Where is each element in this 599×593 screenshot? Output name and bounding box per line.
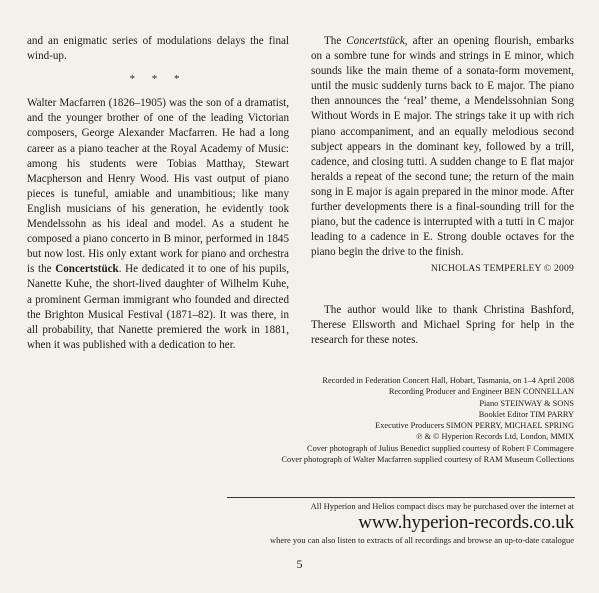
credit-line: Recorded in Federation Concert Hall, Hobart, Tasmania, on 1–4 April 2008 (322, 376, 574, 385)
credit-line: Cover photograph of Julius Benedict supplied courtesy of Robert F Commagere (307, 443, 574, 453)
credit-line: ℗ & © Hyperion Records Ltd, London, MMIX (416, 432, 574, 442)
credit-line: Cover photograph of Walter Macfarren supplied courtesy of RAM Museum Collections (281, 455, 574, 465)
footer (214, 500, 574, 546)
credit-line: Piano STEINWAY & SONS (479, 398, 574, 408)
footer-purchase-text: All Hyperion and Helios compact discs may be purchased over the internet at (310, 501, 574, 511)
credit-line: Recording Producer and Engineer BEN CONNELLAN (388, 387, 574, 397)
continuation-paragraph: and an enigmatic series of modulations delays the final wind-up. (27, 35, 289, 63)
section-separator: * * * (129, 73, 187, 86)
website-link[interactable]: www.hyperion-records.co.uk (358, 512, 574, 533)
left-column (27, 34, 289, 353)
footer-browse-text: where you can also listen to extracts of all recordings and browse an up-to-date catalogue (270, 535, 574, 545)
author-signature: NICHOLAS TEMPERLEY © 2009 (430, 263, 574, 275)
biography-paragraph (27, 96, 289, 353)
work-title-italic: Concertstück (346, 35, 405, 47)
page-number: 5 (296, 557, 303, 571)
work-title-bold: Concertstück (55, 263, 119, 276)
right-column (311, 34, 574, 348)
analysis-text: , after an opening flourish, embarks on a sombre tune for winds and strings in E minor, which sounds like the main theme of a sonata-form movement, until the music suddenly turns back to E major. The piano then announces the ‘real’ theme, a Mendelssohnian Song Without Words in E major. The strings take it up with rich piano accompaniment, and an equally melodious second subject appears in the dominant key, followed by a trill, cadence, and closing tutti. A sudden change to E flat major heralds a repeat of the second tune; the return of the main song in E major is again prepared in the minor mode. After further developments there is a final-sounding trill for the piano, but the cadence is interrupted with a tutti in C major leading to a cadence in E. Strong double octaves for the piano begin the drive to the finish. (311, 35, 574, 259)
biography-text-2: . He dedicated it to one of his pupils, Nanette Kuhe, the short-lived daughter of Wilhelm Kuhe, a prominent German immigrant who founded and directed the Brighton Musical Festival (1871–82). It was there, in all probability, that Nanette premiered the work in 1881, when it was published with a dedication to her. (27, 263, 290, 351)
biography-text-1: Walter Macfarren (1826–1905) was the son of a dramatist, and the younger brother of one of the leading Victorian composers, George Alexander Macfarren. He had a long career as a piano teacher at the Royal Academy of Music: among his students were Tobias Matthay, Stewart Macpherson and Henry Wood. His vast output of piano pieces is tuneful, amiable and unambitious; like many English musicians of his generation, he evidently took Mendelssohn as his ideal and model. As a student he composed a piano concerto in B minor, performed in 1845 but now lost. His only extant work for piano and orchestra is the (27, 97, 289, 276)
credit-line: Executive Producers SIMON PERRY, MICHAEL SPRING (375, 421, 574, 431)
analysis-paragraph (311, 34, 574, 260)
recording-credits (274, 375, 574, 465)
credit-line: Booklet Editor TIM PARRY (478, 409, 574, 419)
acknowledgements-paragraph: The author would like to thank Christina Bashford, Therese Ellsworth and Michael Spring for help in the research for these notes. (311, 303, 574, 346)
analysis-prefix: The (324, 35, 347, 47)
footer-divider (227, 497, 575, 498)
